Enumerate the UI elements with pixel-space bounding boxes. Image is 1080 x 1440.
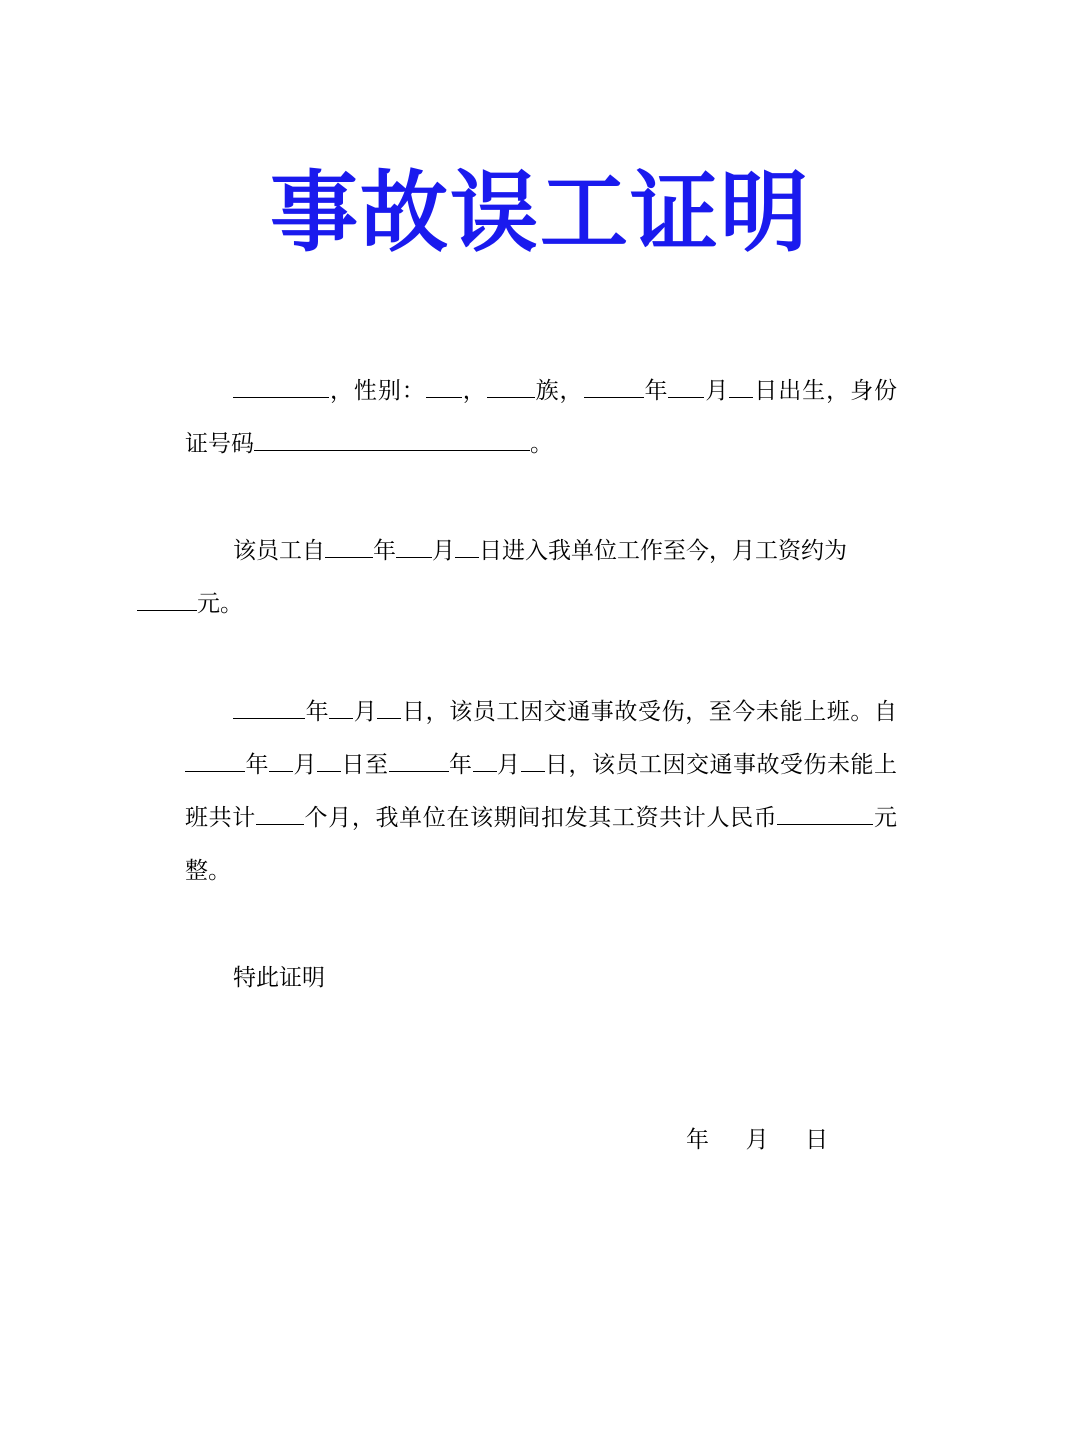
- blank-accident-day[interactable]: [377, 696, 401, 719]
- text: 月: [496, 752, 521, 778]
- text: 元整。: [185, 805, 898, 884]
- text: 族，: [534, 378, 584, 404]
- text: 日，该员工因交通事故受伤，至今未能上班。自: [401, 699, 898, 725]
- paragraph-personal-info: [185, 365, 897, 471]
- text: 年: [448, 752, 473, 778]
- date-month: 月: [745, 1127, 769, 1153]
- blank-start-day[interactable]: [455, 535, 479, 558]
- blank-name[interactable]: [233, 375, 329, 398]
- blank-start-year[interactable]: [325, 535, 373, 558]
- blank-from-day[interactable]: [317, 749, 341, 772]
- blank-to-month[interactable]: [473, 749, 497, 772]
- blank-birth-day[interactable]: [729, 375, 753, 398]
- blank-from-month[interactable]: [269, 749, 293, 772]
- paragraph-accident: [185, 686, 897, 898]
- text: ，性别：: [329, 378, 426, 404]
- text: 日至: [341, 752, 389, 778]
- text: 月: [704, 378, 730, 404]
- paragraph-employment: [185, 525, 897, 631]
- document-title: 事故误工证明: [269, 161, 810, 264]
- text: ，: [461, 378, 487, 404]
- text: 元。: [197, 591, 243, 617]
- blank-ethnicity[interactable]: [487, 375, 535, 398]
- date-day: 日: [805, 1127, 829, 1153]
- text: 月: [353, 699, 378, 725]
- closing-text: 特此证明: [233, 965, 325, 991]
- text: 年: [305, 699, 330, 725]
- blank-birth-month[interactable]: [668, 375, 704, 398]
- text: 该员工自: [233, 538, 325, 564]
- blank-from-year[interactable]: [185, 749, 245, 772]
- date-line: [686, 1115, 828, 1165]
- text: 月: [432, 538, 455, 564]
- blank-to-year[interactable]: [389, 749, 449, 772]
- closing-statement: [185, 952, 897, 1005]
- blank-accident-year[interactable]: [233, 696, 305, 719]
- text: 日，该员工因交通事故受伤未能上班共计: [185, 752, 897, 831]
- text: 月: [293, 752, 317, 778]
- text: 日进入我单位工作至今，月工资约为: [479, 538, 847, 564]
- blank-monthly-salary[interactable]: [137, 588, 197, 611]
- text: 。: [530, 431, 553, 457]
- blank-deducted-amount[interactable]: [777, 802, 873, 825]
- blank-id-number[interactable]: [254, 428, 530, 451]
- blank-months-count[interactable]: [256, 802, 304, 825]
- text: 年: [245, 752, 269, 778]
- text: 年: [643, 378, 669, 404]
- blank-start-month[interactable]: [396, 535, 432, 558]
- date-year: 年: [686, 1127, 709, 1153]
- blank-birth-year[interactable]: [584, 375, 644, 398]
- blank-accident-month[interactable]: [329, 696, 353, 719]
- text: 个月，我单位在该期间扣发其工资共计人民币: [303, 805, 778, 831]
- text: 日出生，身份证号码: [185, 378, 898, 457]
- text: 年: [373, 538, 396, 564]
- blank-to-day[interactable]: [521, 749, 545, 772]
- blank-gender[interactable]: [426, 375, 462, 398]
